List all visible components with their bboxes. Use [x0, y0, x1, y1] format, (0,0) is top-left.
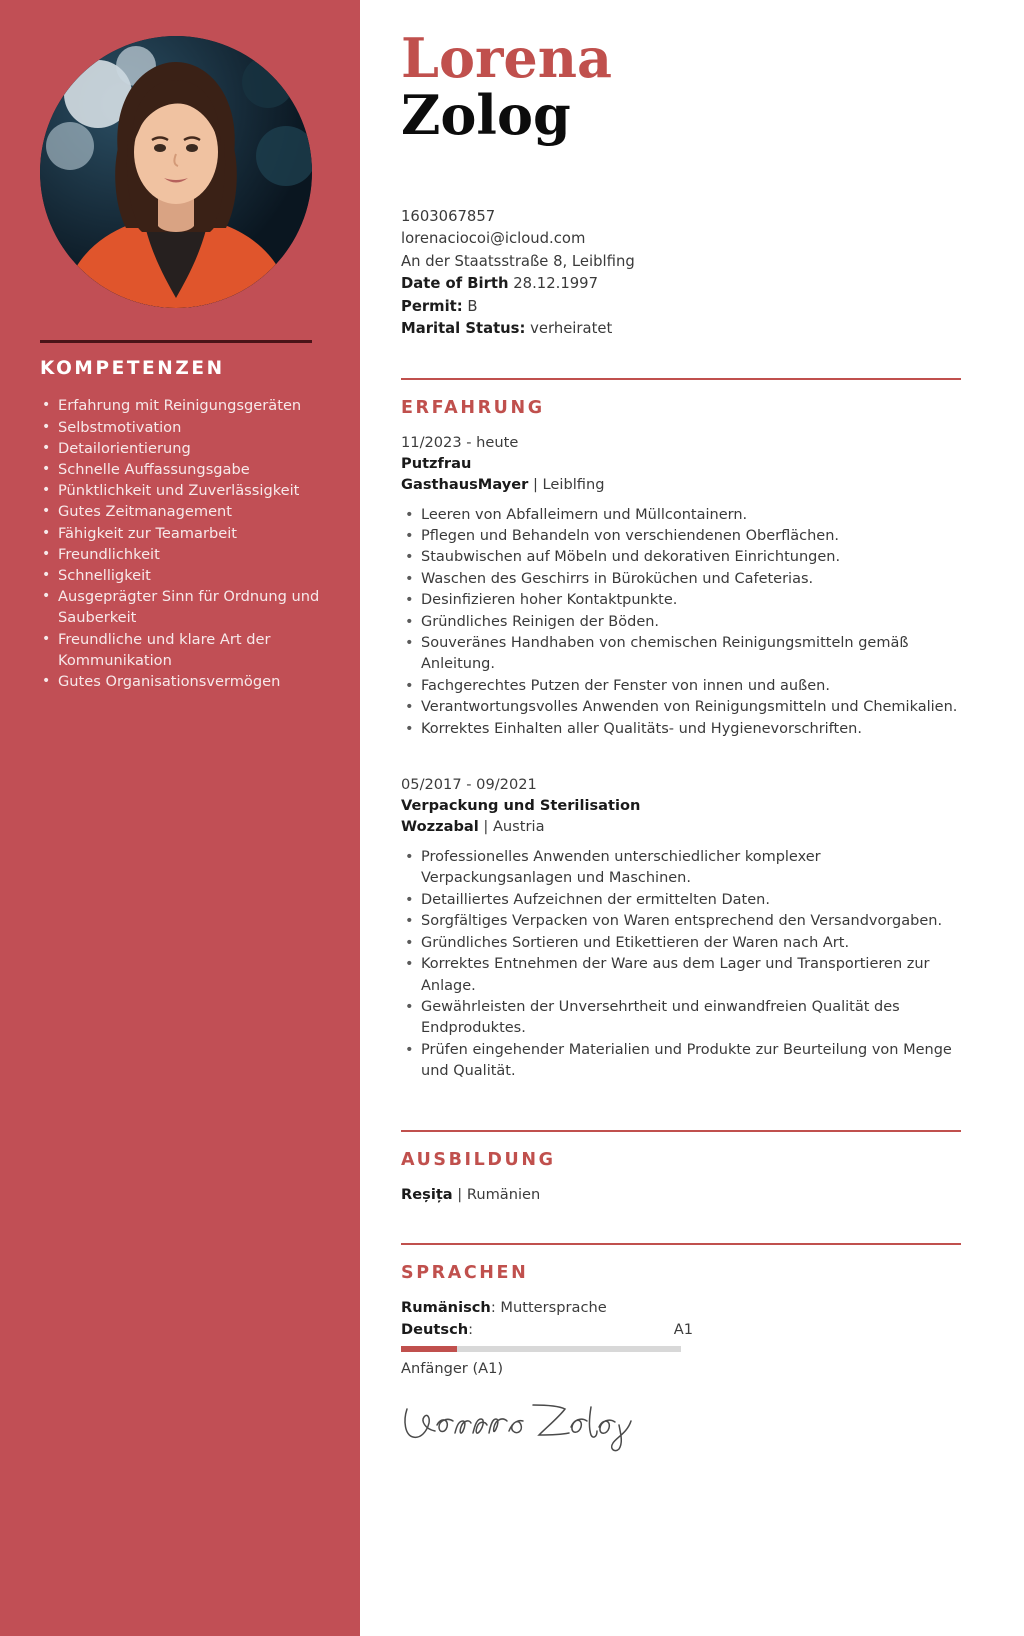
job-company [401, 816, 961, 837]
skills-block [40, 340, 322, 692]
experience-entry [401, 432, 961, 740]
list-item: • Freundlichkeit [40, 544, 322, 565]
duties-list [401, 505, 961, 740]
avatar [40, 36, 312, 308]
company-name: Wozzabal [401, 818, 479, 836]
list-item: • Gutes Zeitmanagement [40, 501, 322, 522]
list-item: • Freundliche und klare Art der Kommunikation [40, 629, 322, 671]
duties-list [401, 847, 961, 1082]
list-item: • Desinfizieren hoher Kontaktpunkte. [401, 590, 961, 611]
skills-divider [40, 340, 312, 343]
skills-list [40, 395, 322, 692]
section-divider [401, 378, 961, 380]
school-country: Rumänien [466, 1185, 541, 1203]
contact-phone: 1603067857 [401, 208, 496, 225]
language-name: Rumänisch [401, 1298, 491, 1316]
permit-label: Permit: [401, 297, 463, 315]
entry-spacer [401, 740, 961, 774]
profile-photo [40, 36, 312, 308]
list-item: • Ausgeprägter Sinn für Ordnung und Sauberkeit [40, 586, 322, 628]
list-item: • Leeren von Abfalleimern und Müllcontainern. [401, 505, 961, 526]
list-item: • Professionelles Anwenden unterschiedlicher komplexer Verpackungsanlagen und Maschinen. [401, 847, 961, 890]
experience-section [401, 378, 961, 1083]
contact-address: An der Staatsstraße 8, Leiblfing [401, 252, 635, 270]
signature-icon [401, 1395, 701, 1455]
list-item: • Verantwortungsvolles Anwenden von Reinigungsmitteln und Chemikalien. [401, 697, 961, 718]
contact-email: lorenaciocoi@icloud.com [401, 230, 586, 248]
languages-section [401, 1243, 961, 1379]
contact-dob [401, 273, 961, 295]
language-progress-track [401, 1346, 681, 1352]
list-item: • Pflegen und Behandeln von verschiendenen Oberflächen. [401, 526, 961, 547]
contact-marital [401, 318, 961, 340]
language-note: Anfänger (A1) [401, 1359, 504, 1377]
contact-permit [401, 296, 961, 318]
list-item: • Fachgerechtes Putzen der Fenster von innen und außen. [401, 676, 961, 697]
list-item: • Schnelle Auffassungsgabe [40, 459, 322, 480]
languages-title: SPRACHEN [401, 1262, 529, 1283]
list-item: • Schnelligkeit [40, 565, 322, 586]
list-item: • Detailliertes Aufzeichnen der ermittelten Daten. [401, 890, 961, 911]
section-divider [401, 1243, 961, 1245]
list-item: • Korrektes Einhalten aller Qualitäts- und Hygienevorschriften. [401, 719, 961, 740]
list-item: • Gutes Organisationsvermögen [40, 671, 322, 692]
education-title: AUSBILDUNG [401, 1149, 556, 1170]
company-separator: | [478, 818, 493, 836]
marital-label: Marital Status: [401, 320, 526, 338]
skills-title: KOMPETENZEN [40, 358, 225, 379]
language-item [401, 1319, 961, 1341]
language-colon: : [490, 1298, 501, 1316]
sidebar [0, 0, 360, 1636]
list-item: • Erfahrung mit Reinigungsgeräten [40, 395, 322, 416]
job-role: Verpackung und Sterilisation [401, 797, 641, 815]
list-item: • Pünktlichkeit und Zuverlässigkeit [40, 480, 322, 501]
company-separator: | [528, 475, 543, 493]
permit-value: B [467, 297, 478, 315]
language-colon: : [468, 1320, 474, 1338]
list-item: • Sorgfältiges Verpacken von Waren entsprechend den Versandvorgaben. [401, 911, 961, 932]
list-item: • Selbstmotivation [40, 417, 322, 438]
list-item: • Korrektes Entnehmen der Ware aus dem Lager und Transportieren zur Anlage. [401, 954, 961, 997]
page-title [401, 26, 981, 147]
language-item [401, 1297, 961, 1319]
job-role: Putzfrau [401, 454, 472, 472]
experience-entry [401, 774, 961, 1082]
list-item: • Gründliches Sortieren und Etikettieren der Waren nach Art. [401, 933, 961, 954]
marital-value: verheiratet [530, 320, 613, 338]
experience-title: ERFAHRUNG [401, 397, 545, 418]
list-item: • Waschen des Geschirrs in Büroküchen und Cafeterias. [401, 569, 961, 590]
education-separator: | [452, 1185, 467, 1203]
contact-block [401, 206, 961, 340]
education-section [401, 1130, 961, 1205]
section-divider [401, 1130, 961, 1132]
list-item: • Prüfen eingehender Materialien und Produkte zur Beurteilung von Menge und Qualität. [401, 1040, 961, 1083]
list-item: • Fähigkeit zur Teamarbeit [40, 523, 322, 544]
company-name: GasthausMayer [401, 475, 529, 493]
list-item: • Souveränes Handhaben von chemischen Reinigungsmitteln gemäß Anleitung. [401, 633, 961, 676]
language-progress-fill [401, 1346, 457, 1352]
dob-value: 28.12.1997 [513, 275, 598, 293]
last-name: Zolog [401, 83, 571, 147]
education-entry [401, 1184, 961, 1205]
first-name: Lorena [401, 26, 613, 90]
language-level: Muttersprache [500, 1298, 607, 1316]
job-dates: 05/2017 - 09/2021 [401, 776, 537, 794]
language-level-code: A1 [673, 1320, 693, 1338]
job-dates: 11/2023 - heute [401, 433, 519, 451]
dob-label: Date of Birth [401, 275, 509, 293]
signature [401, 1395, 701, 1455]
list-item: • Gewährleisten der Unversehrtheit und einwandfreien Qualität des Endproduktes. [401, 997, 961, 1040]
list-item: • Detailorientierung [40, 438, 322, 459]
language-name: Deutsch [401, 1320, 469, 1338]
list-item: • Staubwischen auf Möbeln und dekorativen Einrichtungen. [401, 547, 961, 568]
school-name: Reșița [401, 1185, 453, 1203]
list-item: • Gründliches Reinigen der Böden. [401, 612, 961, 633]
job-location: Austria [492, 818, 545, 836]
job-company [401, 474, 961, 495]
job-location: Leiblfing [542, 475, 605, 493]
